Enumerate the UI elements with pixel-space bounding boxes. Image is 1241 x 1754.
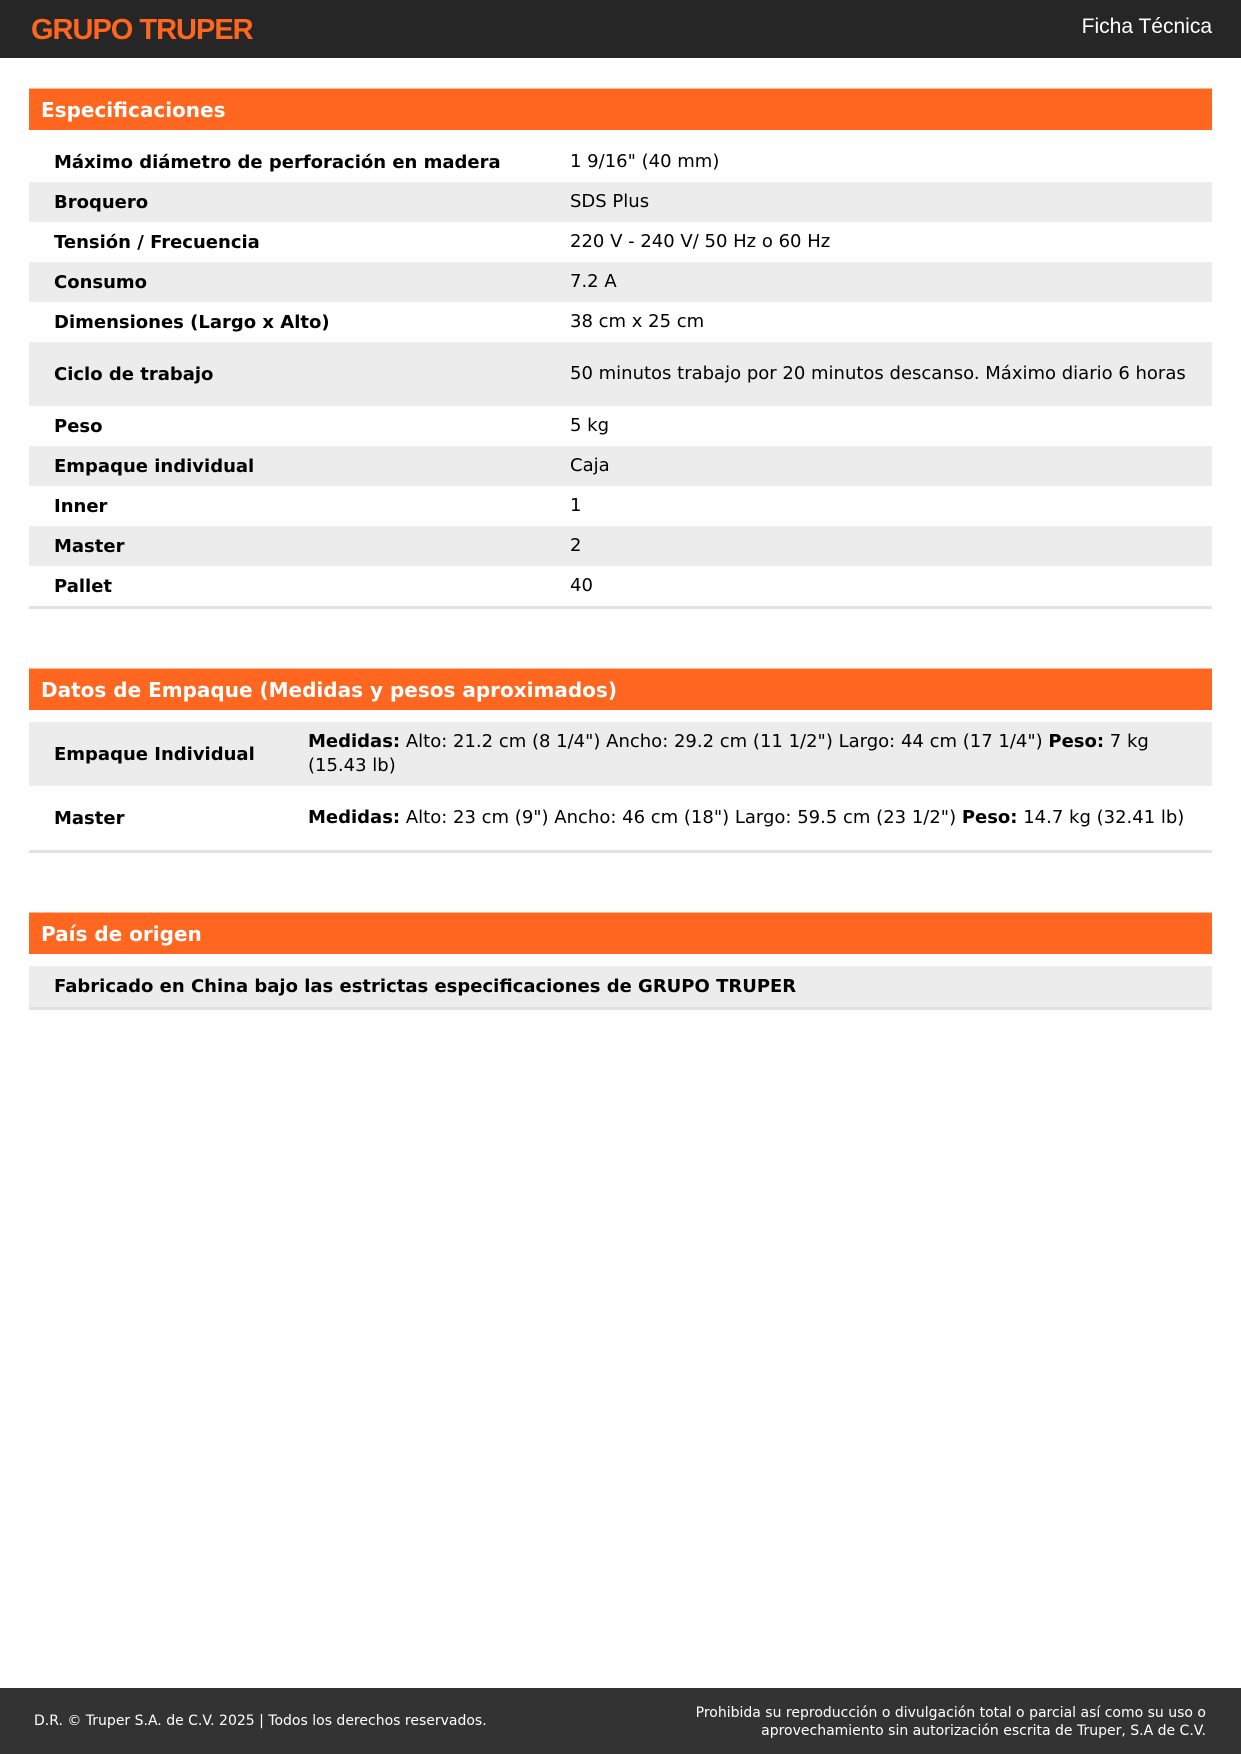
- packaging-section-title: Datos de Empaque (Medidas y pesos aproximados): [29, 668, 1212, 710]
- page-footer: [0, 1688, 1241, 1754]
- table-row: [29, 406, 1212, 446]
- row-label: Master: [54, 535, 125, 557]
- table-row: [29, 486, 1212, 526]
- table-row: [29, 222, 1212, 262]
- table-row: [29, 446, 1212, 486]
- origin-text: Fabricado en China bajo las estrictas especificaciones de GRUPO TRUPER: [54, 976, 797, 997]
- specs-table: [29, 142, 1212, 609]
- row-value: SDS Plus: [570, 191, 650, 212]
- row-value: [308, 726, 1212, 782]
- row-value: 7.2 A: [570, 271, 617, 292]
- table-row: [29, 966, 1212, 1007]
- row-value: 2: [570, 535, 582, 556]
- row-label: Master: [54, 807, 125, 829]
- row-label: Broquero: [54, 191, 149, 213]
- table-row: [29, 262, 1212, 302]
- row-label: Consumo: [54, 271, 148, 293]
- row-value: 1: [570, 495, 582, 516]
- row-value: 40: [570, 575, 593, 596]
- row-value: [308, 802, 1212, 834]
- copyright-text: D.R. © Truper S.A. de C.V. 2025 | Todos los derechos reservados.: [34, 1713, 487, 1729]
- weight-label: Peso:: [961, 807, 1018, 828]
- measures-label: Medidas:: [308, 731, 401, 752]
- row-value: Caja: [570, 455, 610, 476]
- row-value: 1 9/16" (40 mm): [570, 151, 720, 172]
- document-title: Ficha Técnica: [1081, 15, 1212, 38]
- row-label: Peso: [54, 415, 103, 437]
- table-row: [29, 302, 1212, 342]
- row-label: Empaque individual: [54, 455, 255, 477]
- measures-value: Alto: 23 cm (9") Ancho: 46 cm (18") Largo: 59.5 cm (23 1/2"): [400, 807, 962, 828]
- row-value: 5 kg: [570, 415, 610, 436]
- row-label: Dimensiones (Largo x Alto): [54, 311, 330, 333]
- grupo-truper-logo: GRUPO TRUPER: [31, 14, 253, 46]
- page-header: [0, 0, 1241, 58]
- legal-notice-line: Prohibida su reproducción o divulgación total o parcial así como su uso o: [695, 1705, 1206, 1721]
- row-label: Máximo diámetro de perforación en madera: [54, 151, 501, 173]
- origin-section-title: País de origen: [29, 912, 1212, 954]
- row-label: Pallet: [54, 575, 113, 597]
- weight-value: 14.7 kg (32.41 lb): [1017, 807, 1185, 828]
- table-row: [29, 786, 1212, 850]
- row-label: Tensión / Frecuencia: [54, 231, 260, 253]
- weight-label: Peso:: [1048, 731, 1105, 752]
- table-row: [29, 566, 1212, 606]
- table-row: [29, 526, 1212, 566]
- measures-label: Medidas:: [308, 807, 401, 828]
- row-label: Ciclo de trabajo: [54, 363, 214, 385]
- table-row: [29, 722, 1212, 786]
- legal-notice-line: aprovechamiento sin autorización escrita de Truper, S.A de C.V.: [761, 1723, 1206, 1739]
- row-value: 38 cm x 25 cm: [570, 311, 705, 332]
- row-label: Empaque Individual: [54, 743, 255, 765]
- table-row: [29, 142, 1212, 182]
- row-label: Inner: [54, 495, 108, 517]
- measures-value: Alto: 21.2 cm (8 1/4") Ancho: 29.2 cm (11 1/2") Largo: 44 cm (17 1/4"): [400, 731, 1049, 752]
- origin-table: [29, 966, 1212, 1010]
- weight-value: 7 kg (15.43 lb): [308, 731, 1149, 776]
- legal-notice: [696, 1704, 1206, 1740]
- packaging-table: [29, 722, 1212, 853]
- table-row: [29, 342, 1212, 406]
- table-row: [29, 182, 1212, 222]
- row-value: 220 V - 240 V/ 50 Hz o 60 Hz: [570, 231, 831, 252]
- row-value: 50 minutos trabajo por 20 minutos descanso. Máximo diario 6 horas: [570, 363, 1186, 384]
- specs-section-title: Especificaciones: [29, 88, 1212, 130]
